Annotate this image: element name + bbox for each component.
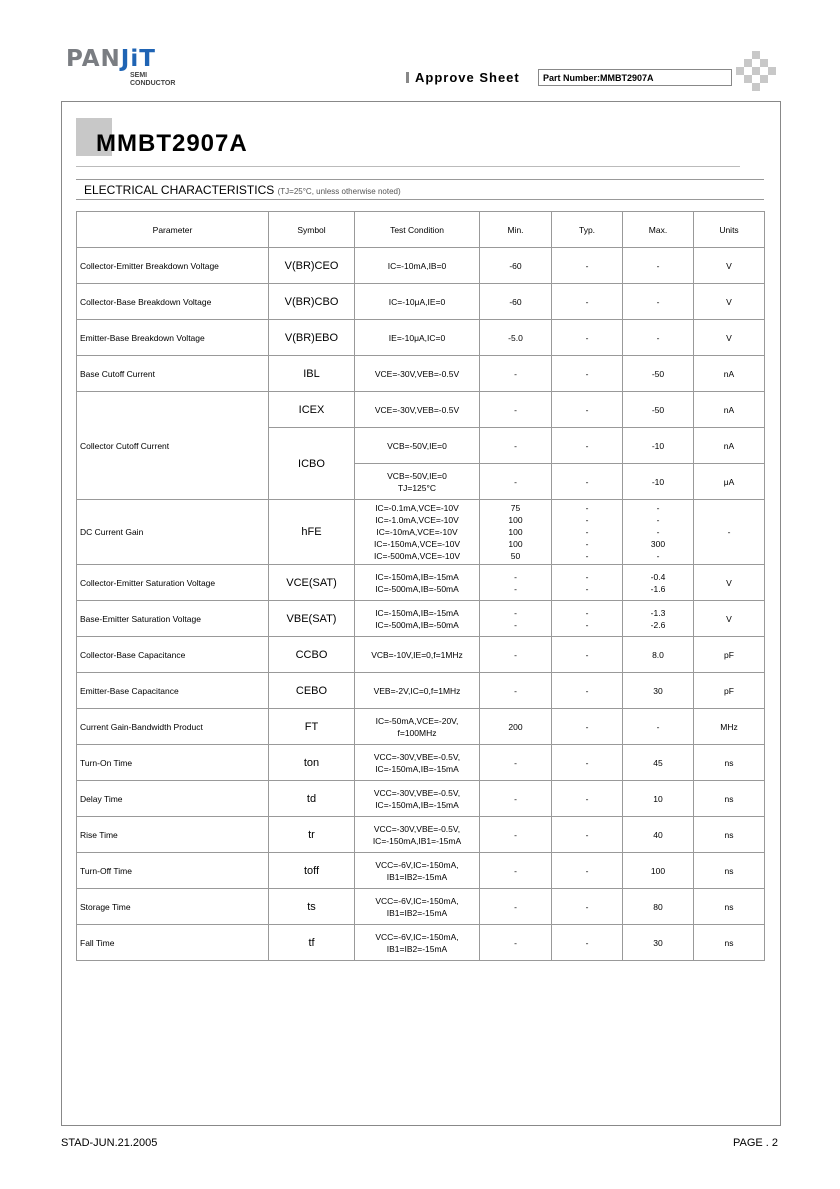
decorative-squares — [736, 51, 776, 91]
table-row: Storage Time ts VCC=-6V,IC=-150mA, IB1=IB2=-15mA - - 80 ns — [77, 889, 765, 925]
table-row: Delay Time td VCC=-30V,VBE=-0.5V, IC=-150mA,IB=-15mA - - 10 ns — [77, 781, 765, 817]
approve-sheet-label: Approve Sheet — [406, 70, 520, 85]
table-row: Rise Time tr VCC=-30V,VBE=-0.5V, IC=-150mA,IB1=-15mA - - 40 ns — [77, 817, 765, 853]
footer-page-number: PAGE . 2 — [733, 1137, 779, 1149]
section-heading: ELECTRICAL CHARACTERISTICS (TJ=25°C, unless otherwise noted) — [84, 183, 401, 197]
table-row: VCB=-50V,IE=0 TJ=125°C - - -10 μA — [77, 464, 765, 500]
footer-revision: STAD-JUN.21.2005 — [61, 1137, 158, 1149]
table-row: Current Gain-Bandwidth Product FT IC=-50mA,VCE=-20V, f=100MHz 200 - - MHz — [77, 709, 765, 745]
table-row: Fall Time tf VCC=-6V,IC=-150mA, IB1=IB2=-15mA - - 30 ns — [77, 925, 765, 961]
table-row: ICBO VCB=-50V,IE=0 - - -10 nA — [77, 428, 765, 464]
table-row: Turn-Off Time toff VCC=-6V,IC=-150mA, IB1=IB2=-15mA - - 100 ns — [77, 853, 765, 889]
page-title: MMBT2907A — [96, 130, 248, 157]
table-row: Base Cutoff Current IBL VCE=-30V,VEB=-0.5V - - -50 nA — [77, 356, 765, 392]
table-row: DC Current Gain hFE IC=-0.1mA,VCE=-10V IC=-1.0mA,VCE=-10V IC=-10mA,VCE=-10V IC=-150mA,VCE=-10V IC=-500mA,VCE=-10V 75 100 100 100 50 - - - - - - - - 300 - - — [77, 500, 765, 565]
part-number-box: Part Number:MMBT2907A — [538, 69, 732, 86]
company-logo — [66, 46, 176, 87]
table-row: Collector-Emitter Saturation Voltage VCE(SAT) IC=-150mA,IB=-15mA IC=-500mA,IB=-50mA - - - - -0.4 -1.6 V — [77, 565, 765, 601]
table-row: Emitter-Base Capacitance CEBO VEB=-2V,IC=0,f=1MHz - - 30 pF — [77, 673, 765, 709]
table-row: Collector-Base Capacitance CCBO VCB=-10V,IE=0,f=1MHz - - 8.0 pF — [77, 637, 765, 673]
table-row: Collector-Emitter Breakdown Voltage V(BR)CEO IC=-10mA,IB=0 -60 - - V — [77, 248, 765, 284]
table-row: Turn-On Time ton VCC=-30V,VBE=-0.5V, IC=-150mA,IB=-15mA - - 45 ns — [77, 745, 765, 781]
table-row: Collector Cutoff Current ICEX VCE=-30V,VEB=-0.5V - - -50 nA — [77, 392, 765, 428]
table-header-row: Parameter Symbol Test Condition Min. Typ. Max. Units — [77, 212, 765, 248]
table-row: Base-Emitter Saturation Voltage VBE(SAT) IC=-150mA,IB=-15mA IC=-500mA,IB=-50mA - - - - -1.3 -2.6 V — [77, 601, 765, 637]
logo-subtitle: SEMI CONDUCTOR — [130, 72, 176, 87]
table-row: Emitter-Base Breakdown Voltage V(BR)EBO IE=-10μA,IC=0 -5.0 - - V — [77, 320, 765, 356]
electrical-characteristics-table — [76, 211, 765, 961]
logo-wordmark: PANJiT — [66, 46, 156, 72]
table-row: Collector-Base Breakdown Voltage V(BR)CBO IC=-10μA,IE=0 -60 - - V — [77, 284, 765, 320]
